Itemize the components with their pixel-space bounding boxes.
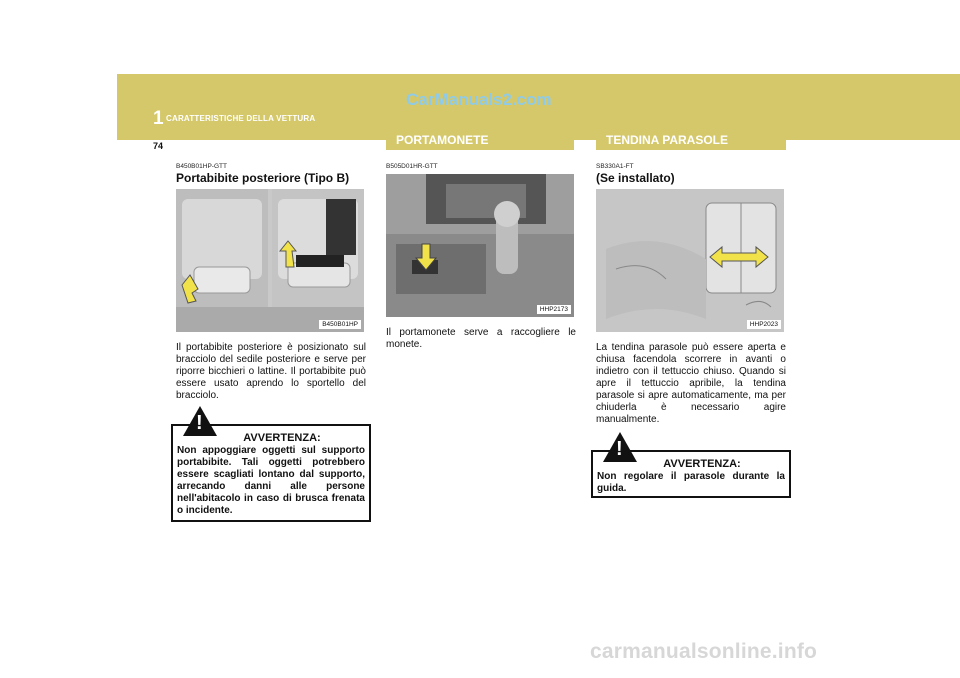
chapter-title: CARATTERISTICHE DELLA VETTURA (166, 114, 316, 123)
section-heading: (Se installato) (596, 171, 675, 185)
page-number: 74 (153, 141, 164, 151)
section-heading: Portabibite posteriore (Tipo B) (176, 171, 350, 185)
image-code-label: HHP2173 (537, 305, 571, 314)
sunshade-illustration (596, 189, 784, 332)
warning-box-cupholder (171, 412, 371, 522)
cupholder-illustration (176, 189, 364, 332)
column-cupholder (176, 163, 366, 402)
warning-text: Non regolare il parasole durante la guida. (597, 471, 785, 494)
column-coin-box (386, 163, 576, 351)
warning-exclamation-icon: ! (183, 406, 217, 436)
warning-box-sunshade (591, 438, 791, 498)
image-code-label: HHP2023 (747, 320, 781, 329)
chapter-number: 1 (153, 108, 164, 129)
warning-exclamation-icon: ! (603, 432, 637, 462)
image-code-label: B450B01HP (319, 320, 361, 329)
body-paragraph: Il portabibite posteriore è posizionato sul bracciolo del sedile posteriore e serve per riporre bicchieri o lattine. Il portabibite può essere usato aprendo lo sportello del bracciolo. (176, 342, 366, 401)
warning-title: AVVERTENZA: (663, 458, 741, 470)
coin-box-photo (386, 174, 574, 317)
top-watermark-link[interactable]: CarManuals2.com (406, 90, 552, 109)
column-sunshade (596, 163, 786, 426)
section-tab-portamonete: PORTAMONETE (386, 128, 574, 150)
body-paragraph: La tendina parasole può essere aperta e chiusa facendola scorrere in avanti o indietro con il tettuccio chiuso. Quando si apre il tettuccio apribile, la tendina parasole si apre automaticamente, ma per chiuderla è necessario agire manualmente. (596, 342, 786, 425)
section-tab-tendina-parasole: TENDINA PARASOLE (596, 128, 786, 150)
warning-title: AVVERTENZA: (243, 432, 321, 444)
body-paragraph: Il portamonete serve a raccogliere le monete. (386, 327, 576, 350)
section-code: B505D01HR-GTT (386, 163, 438, 170)
warning-text: Non appoggiare oggetti sul supporto portabibite. Tali oggetti potrebbero essere scagliati lontano dal supporto, arrecando danni alle persone nell'abitacolo in caso di brusca frenata o incidente. (177, 445, 365, 516)
bottom-watermark-link[interactable]: carmanualsonline.info (590, 640, 818, 663)
cupholder-photo (176, 189, 364, 332)
section-code: SB330A1-FT (596, 163, 634, 170)
coin-box-illustration (386, 174, 574, 317)
section-code: B450B01HP-GTT (176, 163, 227, 170)
sunshade-photo (596, 189, 784, 332)
header-rule (166, 131, 364, 132)
